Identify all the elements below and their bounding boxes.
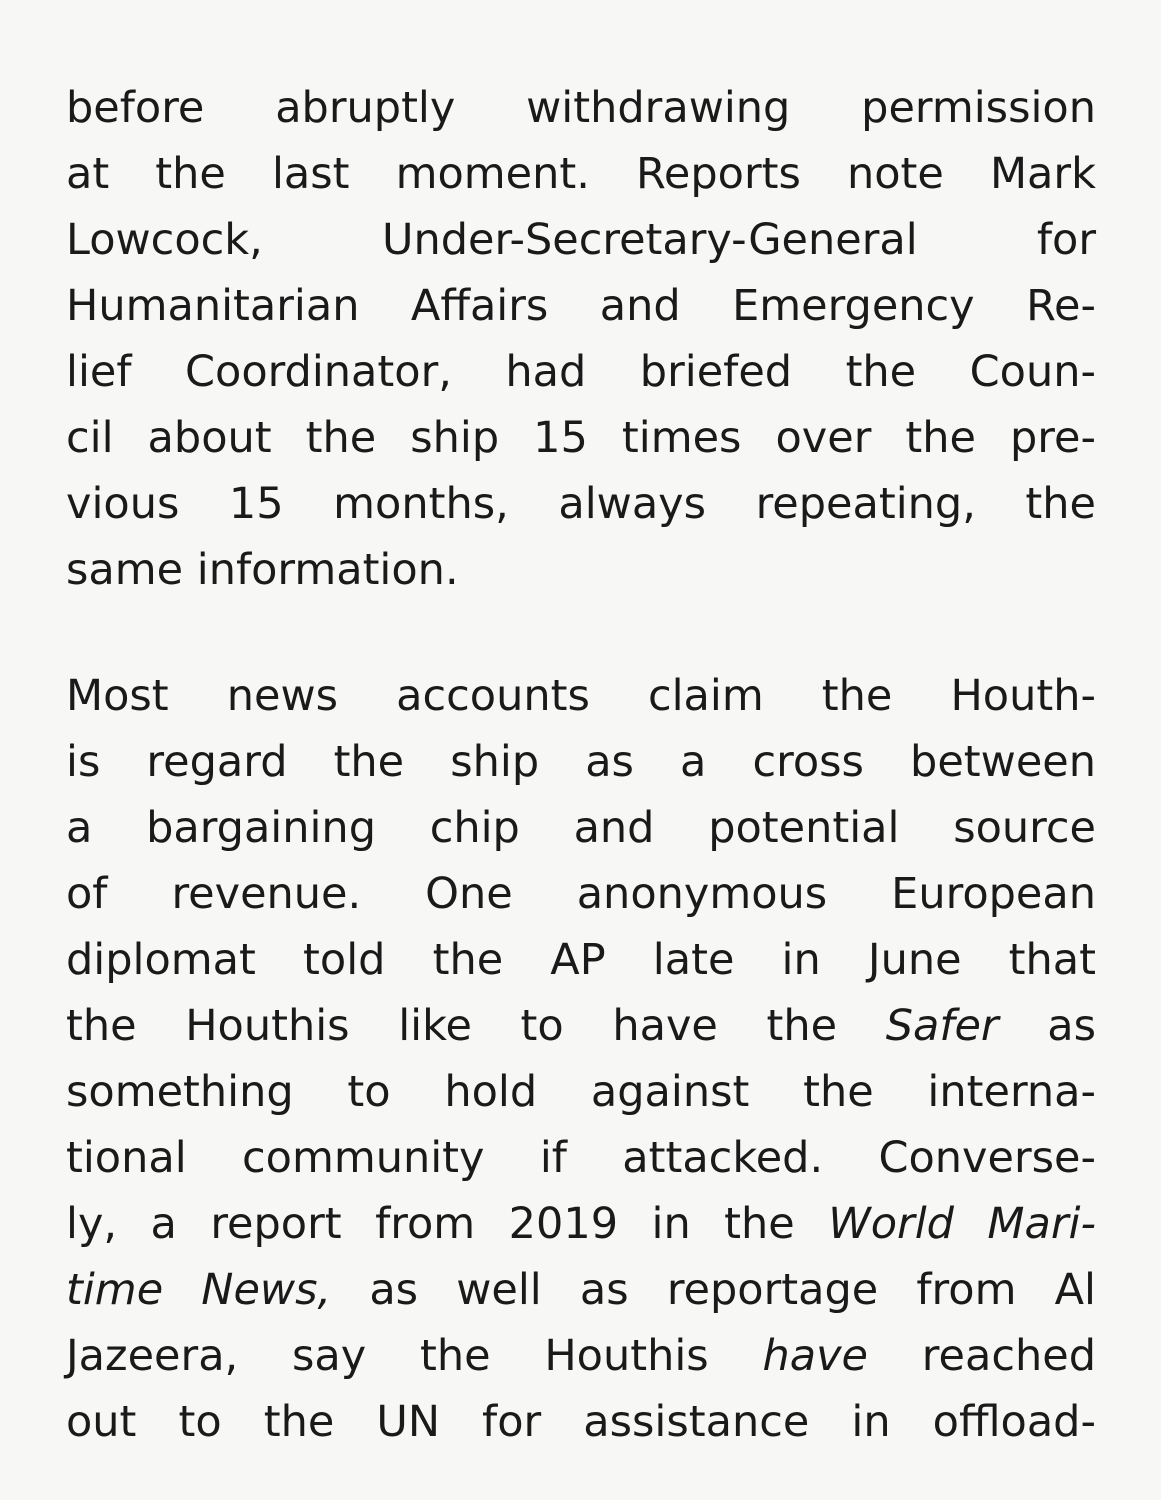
italic-emphasis: have [762, 1331, 869, 1381]
text-line: before abruptly withdrawing permission [66, 83, 1096, 133]
text-line [66, 1323, 1096, 1389]
paragraph-1 [66, 75, 1096, 603]
text-line [66, 1257, 1096, 1323]
text-line: same information. [66, 545, 459, 595]
text-line: vious 15 months, always repeating, the [66, 479, 1096, 529]
italic-publication-title: time News, [66, 1265, 332, 1315]
text-line: something to hold against the interna- [66, 1067, 1096, 1117]
text-line: diplomat told the AP late in June that [66, 935, 1096, 985]
text-run: as [998, 1001, 1096, 1051]
text-run: Jazeera, say the Houthis [66, 1331, 763, 1381]
text-line: Lowcock, Under-Secretary-General for [66, 215, 1096, 265]
text-line: a bargaining chip and potential source [66, 803, 1096, 853]
italic-ship-name: Safer [885, 1001, 999, 1051]
text-run: the Houthis like to have the [66, 1001, 886, 1051]
text-line: lief Coordinator, had briefed the Coun- [66, 347, 1096, 397]
text-line: Humanitarian Affairs and Emergency Re- [66, 281, 1096, 331]
text-line: at the last moment. Reports note Mark [66, 149, 1096, 199]
text-line: cil about the ship 15 times over the pre- [66, 413, 1096, 463]
text-line: out to the UN for assistance in offload- [66, 1397, 1096, 1447]
text-line: is regard the ship as a cross between [66, 737, 1096, 787]
text-line: tional community if attacked. Converse- [66, 1133, 1096, 1183]
text-line: of revenue. One anonymous European [66, 869, 1096, 919]
text-run: ly, a report from 2019 in the [66, 1199, 829, 1249]
text-line: Most news accounts claim the Houth- [66, 671, 1096, 721]
paragraph-2 [66, 663, 1096, 1455]
text-line [66, 1191, 1096, 1257]
italic-publication-title: World Mari- [828, 1199, 1096, 1249]
text-line [66, 993, 1096, 1059]
text-run: reached [868, 1331, 1096, 1381]
text-run: as well as reportage from Al [331, 1265, 1096, 1315]
